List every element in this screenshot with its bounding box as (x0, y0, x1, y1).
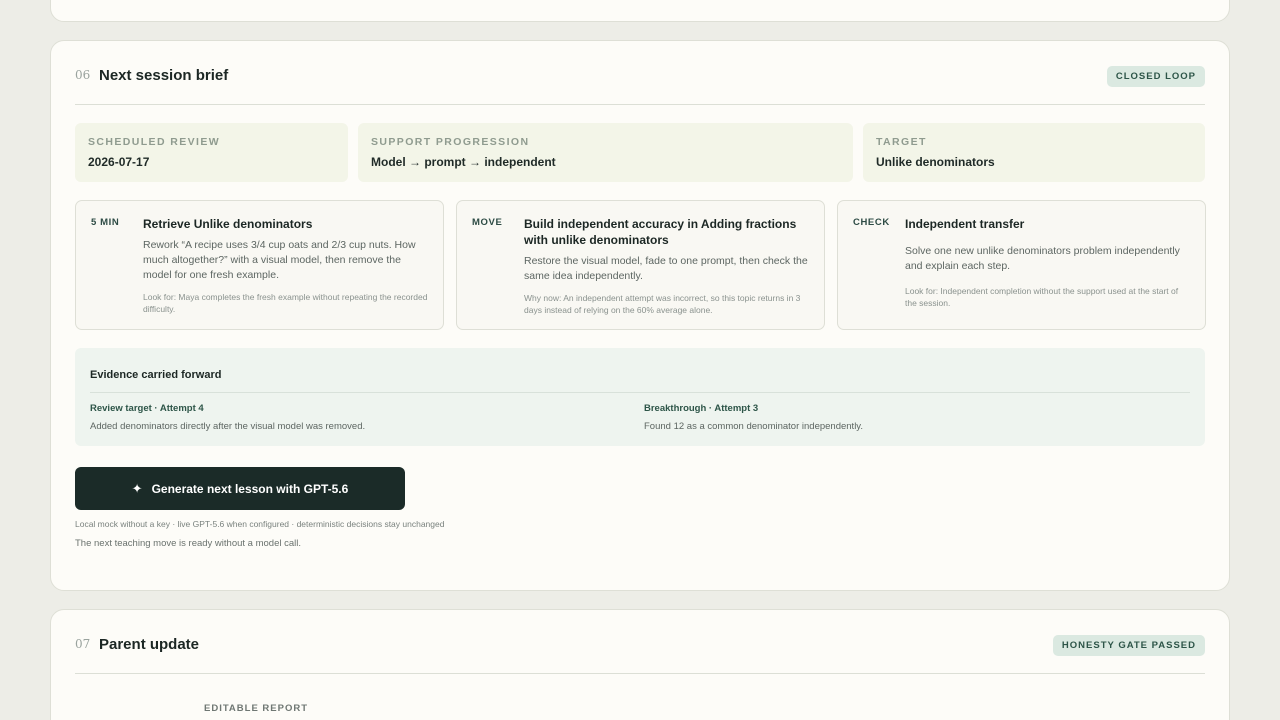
generate-next-lesson-button[interactable] (75, 467, 405, 510)
step-tag: CHECK (853, 217, 890, 228)
step-description: Restore the visual model, fade to one prompt, then check the same idea independently. (524, 255, 808, 282)
status-badge: CLOSED LOOP (1107, 66, 1205, 87)
step-tag: MOVE (472, 217, 503, 228)
info-scheduled-review (75, 123, 348, 182)
step-description: Rework “A recipe uses 3/4 cup oats and 2/3 cup nuts. How much altogether?” with a visual model, then remove the model for one fresh example. (143, 239, 416, 281)
step-card-retrieve (75, 200, 444, 330)
step-note: Why now: An independent attempt was incorrect, so this topic returns in 3 days instead of relying on the 60% average alone. (524, 293, 801, 315)
info-label: SCHEDULED REVIEW (88, 136, 221, 148)
step-note: Look for: Independent completion without the support used at the start of the session. (905, 286, 1179, 308)
section-header (75, 610, 1205, 674)
evidence-title: Evidence carried forward (90, 369, 222, 381)
generate-meta-text: Local mock without a key · live GPT-5.6 when configured · deterministic decisions stay unchanged (75, 519, 445, 529)
section-header (75, 41, 1205, 105)
sparkle-icon: ✦ (131, 480, 143, 496)
info-target (863, 123, 1205, 182)
editable-report-label: EDITABLE REPORT (204, 703, 309, 714)
evidence-item-breakthrough (644, 403, 863, 432)
generate-status-text: The next teaching move is ready without a model call. (75, 538, 302, 549)
step-card-move (456, 200, 825, 330)
evidence-panel (75, 348, 1205, 446)
section-number: 06 (75, 68, 91, 82)
section-number: 07 (75, 637, 91, 651)
step-card-check (837, 200, 1206, 330)
next-session-brief-section (50, 40, 1230, 591)
generate-button-label: Generate next lesson with GPT-5.6 (151, 481, 349, 496)
section-title: Parent update (99, 636, 200, 653)
info-value: 2026-07-17 (88, 155, 150, 169)
step-title: Independent transfer (905, 217, 1025, 231)
evidence-item-title: Breakthrough · Attempt 3 (644, 403, 759, 414)
evidence-item-review-target (90, 403, 365, 432)
step-note: Look for: Maya completes the fresh example without repeating the recorded difficulty. (143, 292, 428, 314)
step-title: Retrieve Unlike denominators (143, 217, 313, 231)
status-badge: HONESTY GATE PASSED (1053, 635, 1205, 656)
step-tag: 5 MIN (91, 217, 120, 228)
info-support-progression (358, 123, 853, 182)
divider (90, 392, 1190, 393)
info-value: Unlike denominators (876, 155, 995, 169)
previous-section-card (50, 0, 1230, 22)
step-description: Solve one new unlike denominators problem independently and explain each step. (905, 245, 1180, 272)
evidence-item-title: Review target · Attempt 4 (90, 403, 204, 414)
step-title: Build independent accuracy in Adding fractions with unlike denominators (524, 217, 797, 247)
section-title: Next session brief (99, 67, 229, 84)
info-value: Model → prompt → independent (371, 155, 556, 169)
evidence-item-text: Added denominators directly after the visual model was removed. (90, 421, 366, 432)
info-label: SUPPORT PROGRESSION (371, 136, 530, 148)
info-label: TARGET (876, 136, 927, 148)
parent-update-section (50, 609, 1230, 720)
evidence-item-text: Found 12 as a common denominator independently. (644, 421, 863, 432)
